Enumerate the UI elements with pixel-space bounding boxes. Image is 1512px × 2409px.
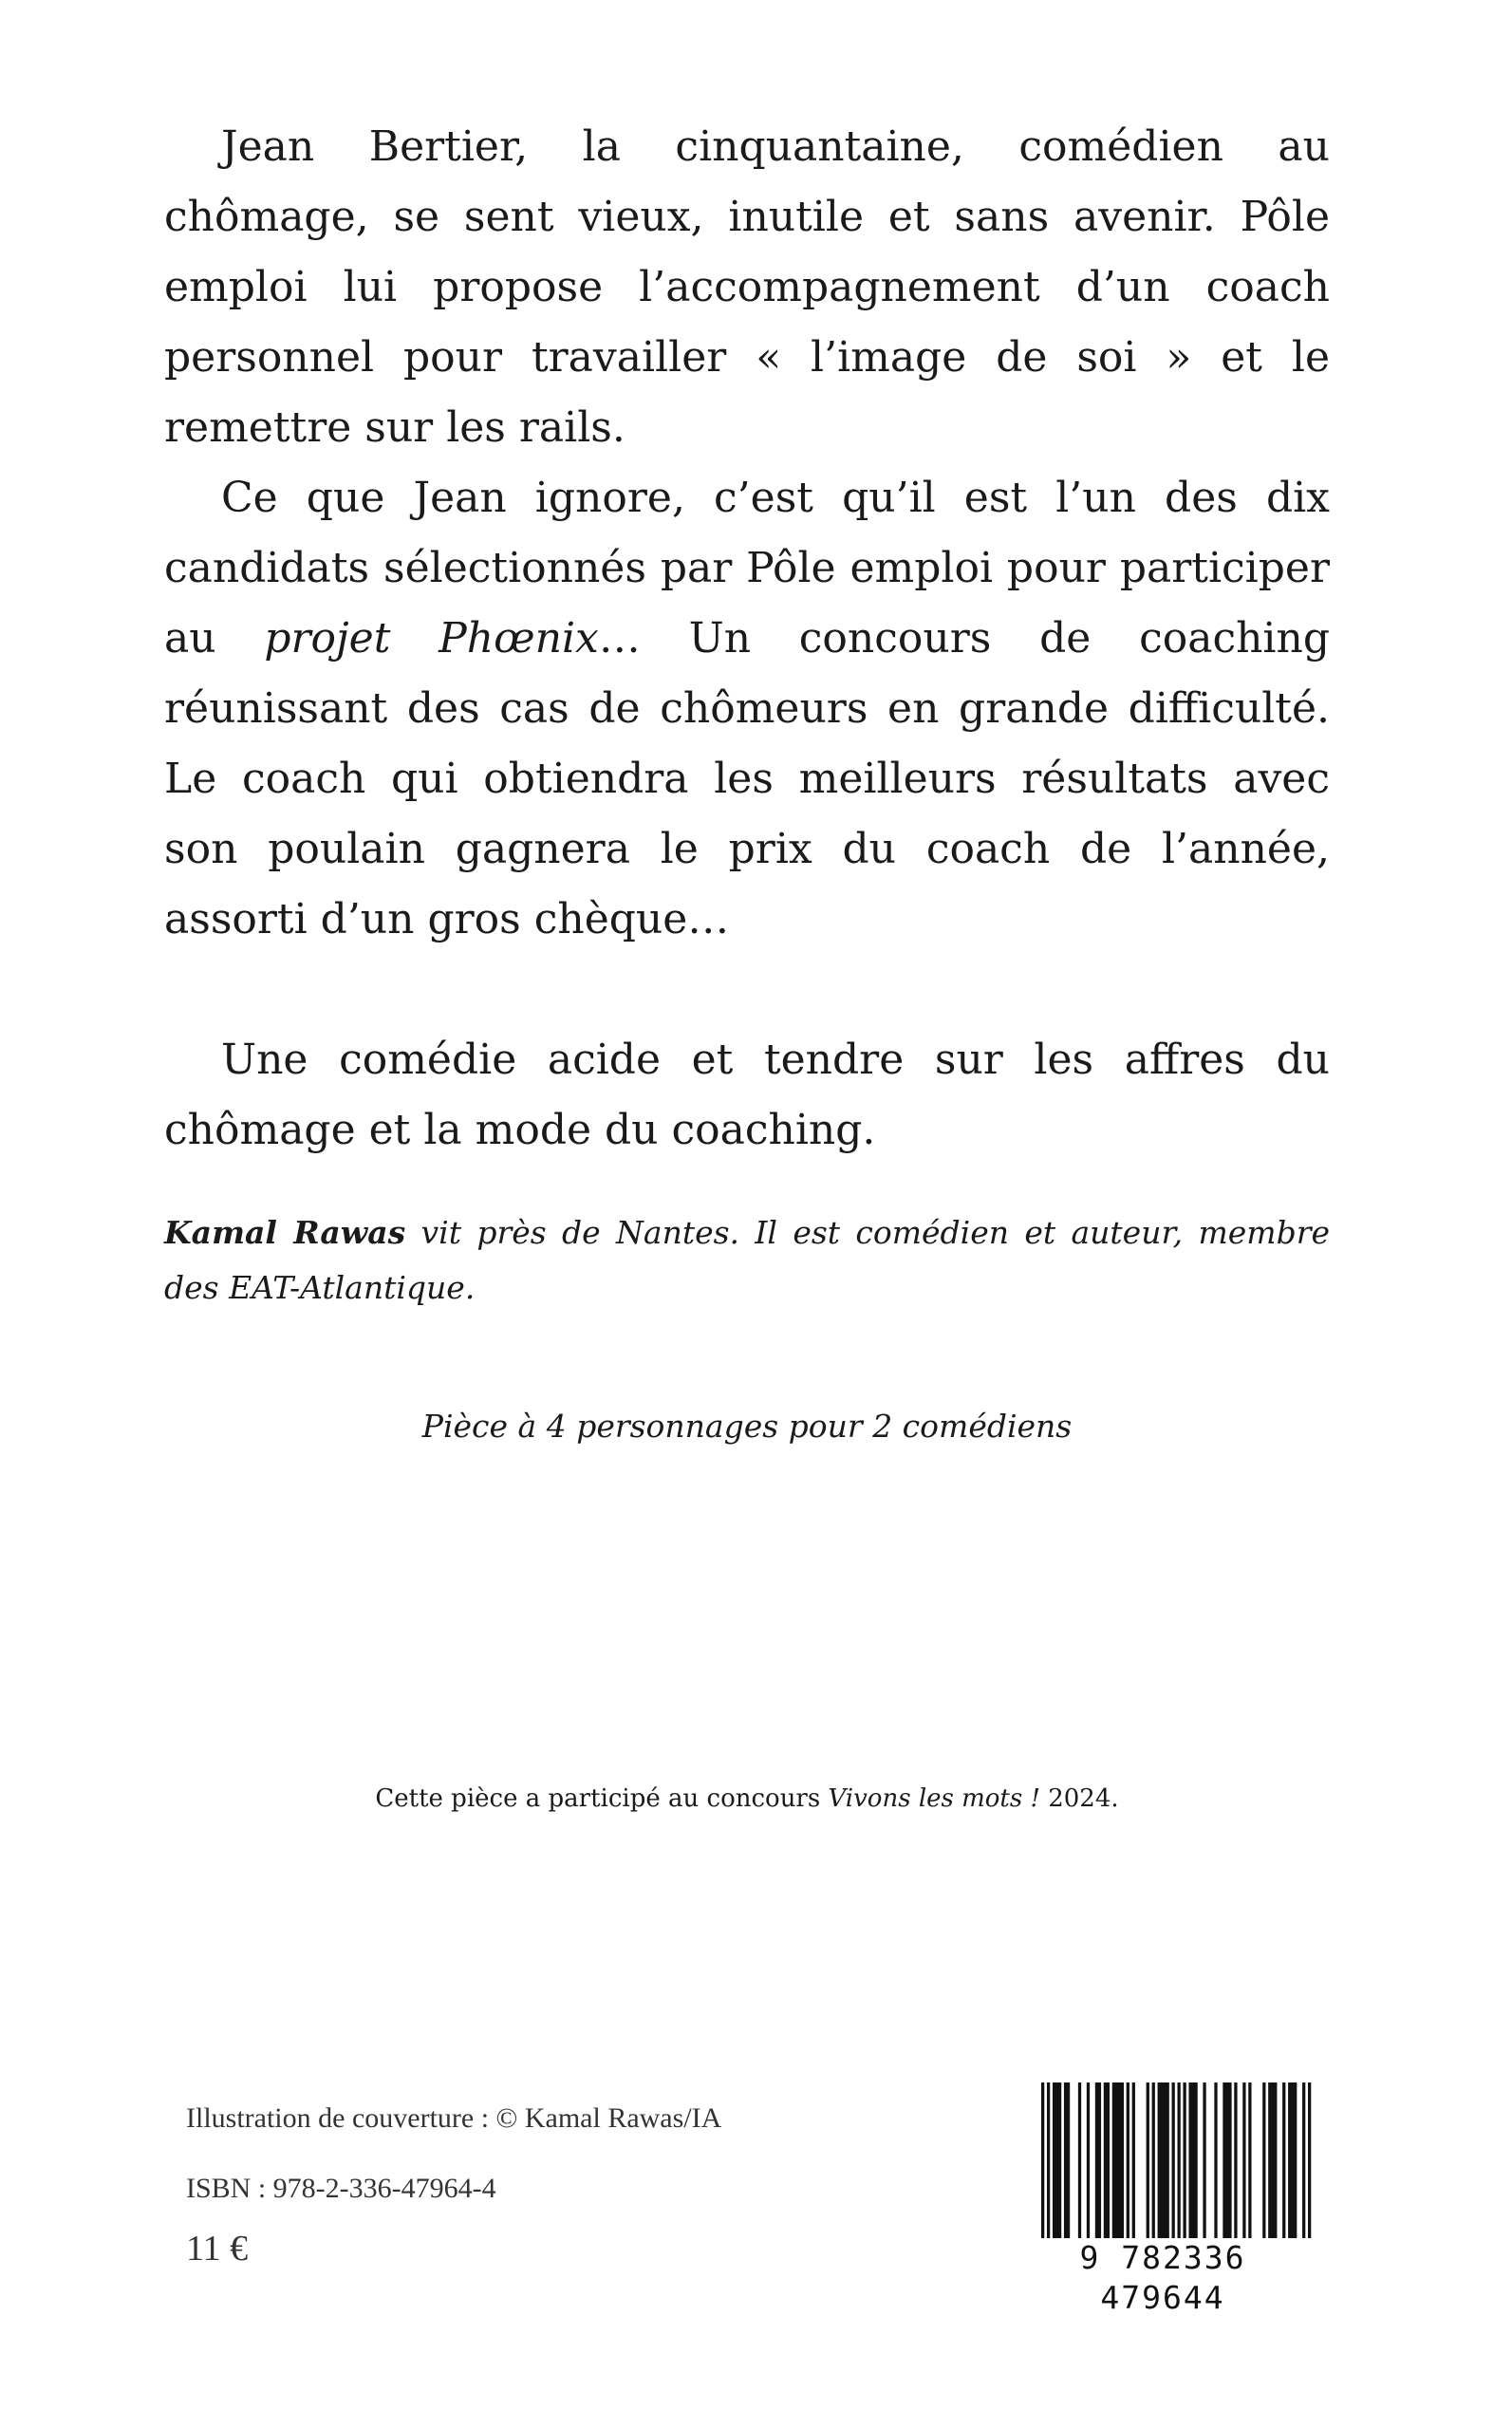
- illustration-credit: Illustration de couverture : © Kamal Rawas/IA: [186, 2102, 722, 2134]
- barcode-bar: [1164, 2082, 1167, 2238]
- barcode-bar: [1095, 2082, 1098, 2238]
- back-cover-blurb: [164, 112, 1330, 1166]
- barcode-bar: [1214, 2082, 1217, 2238]
- barcode-bar: [1118, 2082, 1121, 2238]
- barcode-bar: [1203, 2082, 1205, 2238]
- barcode-digits: 9 782336 479644: [1013, 2238, 1313, 2278]
- barcode-bar: [1274, 2082, 1277, 2238]
- barcode-bar: [1064, 2082, 1067, 2238]
- contest-before: Cette pièce a participé au concours: [375, 1784, 829, 1813]
- barcode-bar: [1055, 2082, 1058, 2238]
- barcode-bar: [1112, 2082, 1115, 2238]
- barcode-bar: [1087, 2082, 1090, 2238]
- barcode-bar: [1053, 2082, 1055, 2238]
- contest-title: Vivons les mots !: [828, 1784, 1040, 1813]
- barcode-bar: [1271, 2082, 1274, 2238]
- blurb-paragraph-3: Une comédie acide et tendre sur les affres du chômage et la mode du coaching.: [164, 1036, 1330, 1154]
- blurb-p2-end: … Un concours de coaching réunissant des cas de chômeurs en grande difficulté. Le coach qui obtiendra les meilleurs résultats avec son poulain gagnera le prix du coach de l’année, assorti d’un gros chèque…: [164, 614, 1331, 943]
- barcode-bar: [1234, 2082, 1237, 2238]
- barcode-bar: [1167, 2082, 1169, 2238]
- price: 11 €: [186, 2229, 249, 2269]
- barcode-bar: [1183, 2082, 1185, 2238]
- barcode-bar: [1152, 2082, 1155, 2238]
- barcode-bar: [1098, 2082, 1101, 2238]
- barcode-bar: [1078, 2082, 1081, 2238]
- barcode-bar: [1121, 2082, 1124, 2238]
- author-bio-text: vit près de Nantes. Il est comédien et auteur, membre des EAT-Atlantique.: [164, 1214, 1330, 1306]
- barcode-bar: [1107, 2082, 1110, 2238]
- barcode-bar: [1191, 2082, 1194, 2238]
- barcode-bar: [1132, 2082, 1135, 2238]
- barcode-bar: [1058, 2082, 1061, 2238]
- barcode-bar: [1161, 2082, 1164, 2238]
- barcode-bar: [1223, 2082, 1225, 2238]
- cast-note: Pièce à 4 personnages pour 2 comédiens: [421, 1408, 1073, 1445]
- barcode-bar: [1158, 2082, 1161, 2238]
- blurb-p2-start: Ce que Jean ignore, c’est qu’il est l’un des dix candidats sélectionnés par Pôle emploi pour participer au: [164, 474, 1330, 663]
- barcode-bar: [1194, 2082, 1197, 2238]
- isbn: ISBN : 978-2-336-47964-4: [186, 2173, 496, 2204]
- barcode-bar: [1242, 2082, 1245, 2238]
- barcode-bar: [1115, 2082, 1118, 2238]
- barcode-bar: [1262, 2082, 1265, 2238]
- barcode-bar: [1268, 2082, 1271, 2238]
- blurb-paragraph-2: [164, 463, 1330, 955]
- barcode-bar: [1291, 2082, 1294, 2238]
- barcode-bar: [1282, 2082, 1285, 2238]
- blurb-p2-italic: projet Phœnix: [264, 614, 599, 663]
- barcode-bar: [1228, 2082, 1231, 2238]
- blurb-paragraph-1: Jean Bertier, la cinquantaine, comédien au chômage, se sent vieux, inutile et sans avenir. Pôle emploi lui propose l’accompagnement d’un coach personnel pour travailler « l’image de soi » et le remettre sur les rails.: [164, 122, 1330, 452]
- author-bio: [164, 1205, 1330, 1316]
- contest-after: 2024.: [1039, 1784, 1119, 1813]
- barcode-bar: [1067, 2082, 1070, 2238]
- barcode-bar: [1248, 2082, 1251, 2238]
- author-name: Kamal Rawas: [164, 1214, 406, 1251]
- barcode-bar: [1288, 2082, 1291, 2238]
- barcode-bar: [1188, 2082, 1191, 2238]
- contest-note: [164, 1780, 1330, 1818]
- barcode-bar: [1225, 2082, 1228, 2238]
- barcode-bar: [1104, 2082, 1107, 2238]
- barcode-bar: [1294, 2082, 1297, 2238]
- barcode-bar: [1147, 2082, 1149, 2238]
- barcode: [1013, 2079, 1313, 2316]
- barcode-bar: [1127, 2082, 1129, 2238]
